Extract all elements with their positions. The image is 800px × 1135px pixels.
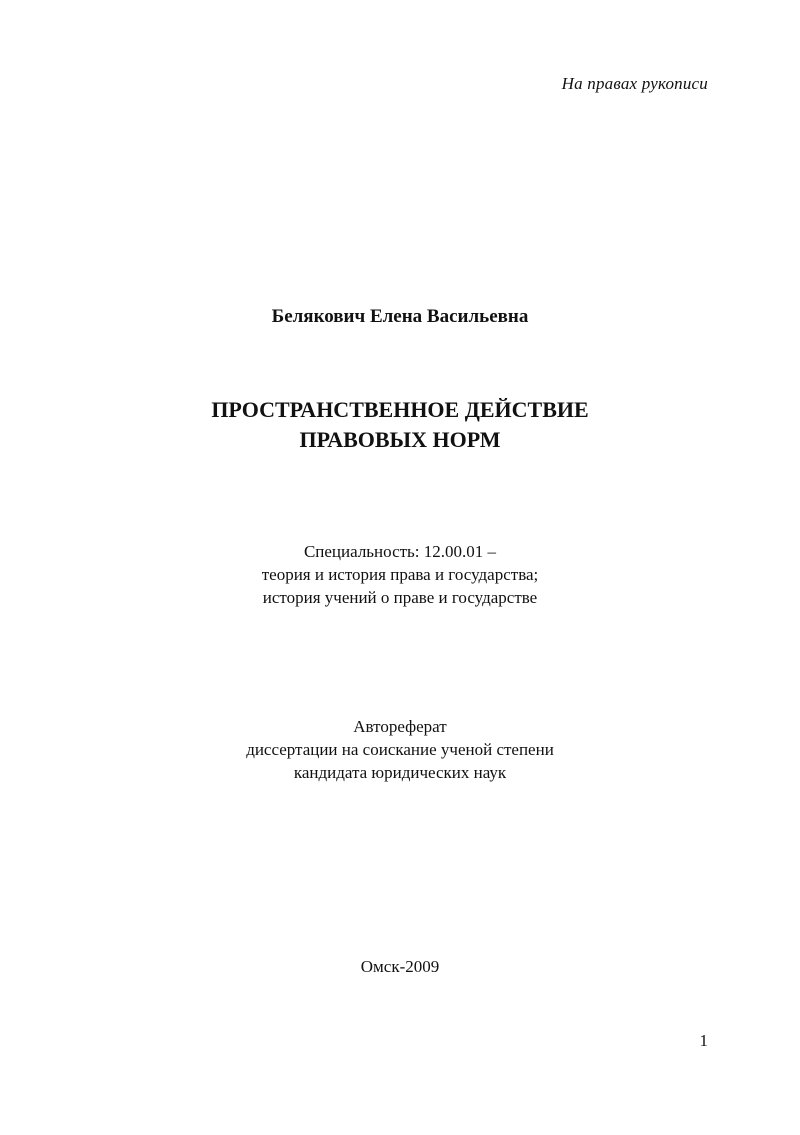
city-year: Омск-2009 bbox=[360, 957, 440, 976]
degree-line: кандидата юридических наук bbox=[293, 763, 507, 782]
degree-line: диссертации на соискание ученой степени bbox=[246, 740, 554, 759]
document-title bbox=[0, 395, 800, 455]
specialty-block bbox=[0, 540, 800, 609]
title-line: ПРОСТРАНСТВЕННОЕ ДЕЙСТВИЕ bbox=[211, 397, 589, 422]
page-number: 1 bbox=[699, 1031, 708, 1050]
degree-block bbox=[0, 715, 800, 784]
manuscript-note: На правах рукописи bbox=[561, 74, 708, 93]
degree-line: Автореферат bbox=[353, 717, 447, 736]
author-name: Белякович Елена Васильевна bbox=[271, 306, 529, 327]
specialty-line: теория и история права и государства; bbox=[261, 565, 539, 584]
specialty-line: Специальность: 12.00.01 – bbox=[303, 542, 497, 561]
specialty-line: история учений о праве и государстве bbox=[262, 588, 538, 607]
title-line: ПРАВОВЫХ НОРМ bbox=[299, 427, 501, 452]
